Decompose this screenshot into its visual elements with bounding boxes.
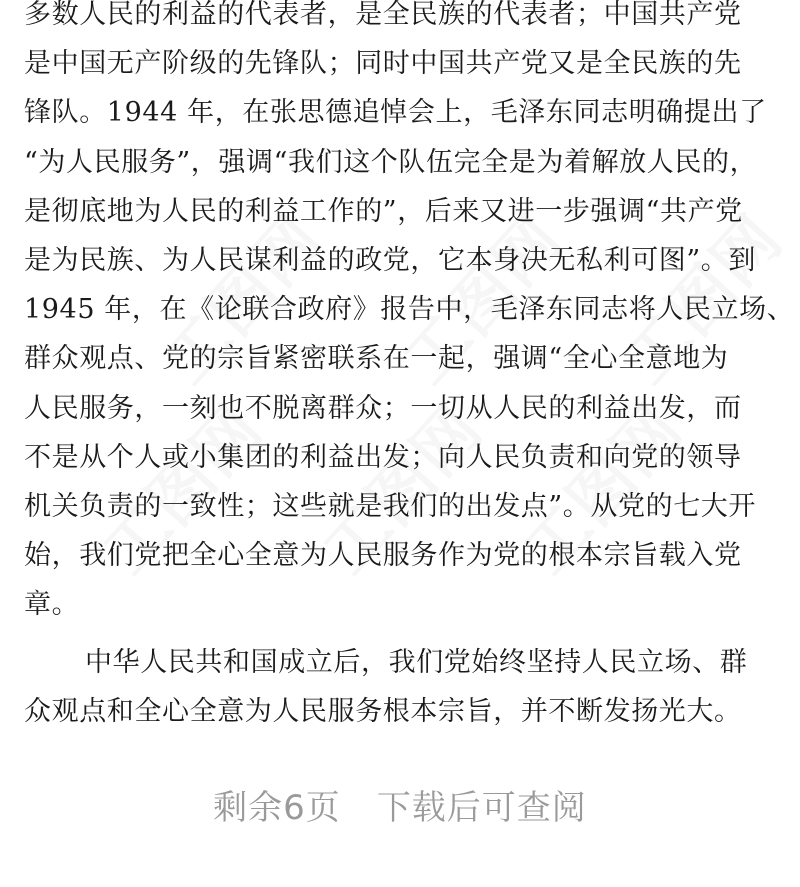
text-line: “为人民服务”，强调“我们这个队伍完全是为着解放人民的， [24,146,758,178]
download-to-read-more-link[interactable] [0,782,800,834]
text-line: 1945 年，在《论联合政府》报告中，毛泽东同志将人民立场、 [24,294,795,326]
text-line: 是为民族、为人民谋利益的政党，它本身决无私利可图”。到 [24,244,757,276]
text-line: 锋队。1944 年，在张思德追悼会上，毛泽东同志明确提出了 [24,97,767,129]
text-line: 中华人民共和国成立后，我们党始终坚持人民立场、群 [85,647,748,678]
body-paragraph [24,0,795,629]
text-line: 是彻底地为人民的利益工作的”，后来又进一步强调“共产党 [24,195,743,227]
text-line: 众观点和全心全意为人民服务根本宗旨，并不断发扬光大。 [24,696,742,728]
text-line: 始，我们党把全心全意为人民服务作为党的根本宗旨载入党 [24,540,742,572]
watermark-logo: 工图网 [609,201,798,399]
text-line: 群众观点、党的宗旨紧密联系在一起，强调“全心全意地为 [24,343,729,375]
text-line: 章。 [24,589,80,621]
body-paragraph [24,638,784,736]
watermark-logo: 工图网 [149,201,338,399]
watermark-logo: 工图网 [509,391,698,589]
text-line: 人民服务，一刻也不脱离群众；一切从人民的利益出发，而 [24,392,742,424]
text-line: 是中国无产阶级的先锋队；同时中国共产党又是全民族的先 [24,48,742,80]
watermark-logo: 工图网 [309,391,498,589]
text-line: 不是从个人或小集团的利益出发；向人民负责和向党的领导 [24,441,742,473]
download-hint-label: 下载后可查阅 [376,788,587,828]
remaining-pages-label: 剩余6页 [213,788,341,828]
watermark-logo: 工图网 [389,201,578,399]
text-line: 多数人民的利益的代表者，是全民族的代表者；中国共产党 [24,0,742,30]
watermark-logo: 工图网 [89,391,278,589]
text-line: 机关负责的一致性；这些就是我们的出发点”。从党的七大开 [24,490,757,522]
